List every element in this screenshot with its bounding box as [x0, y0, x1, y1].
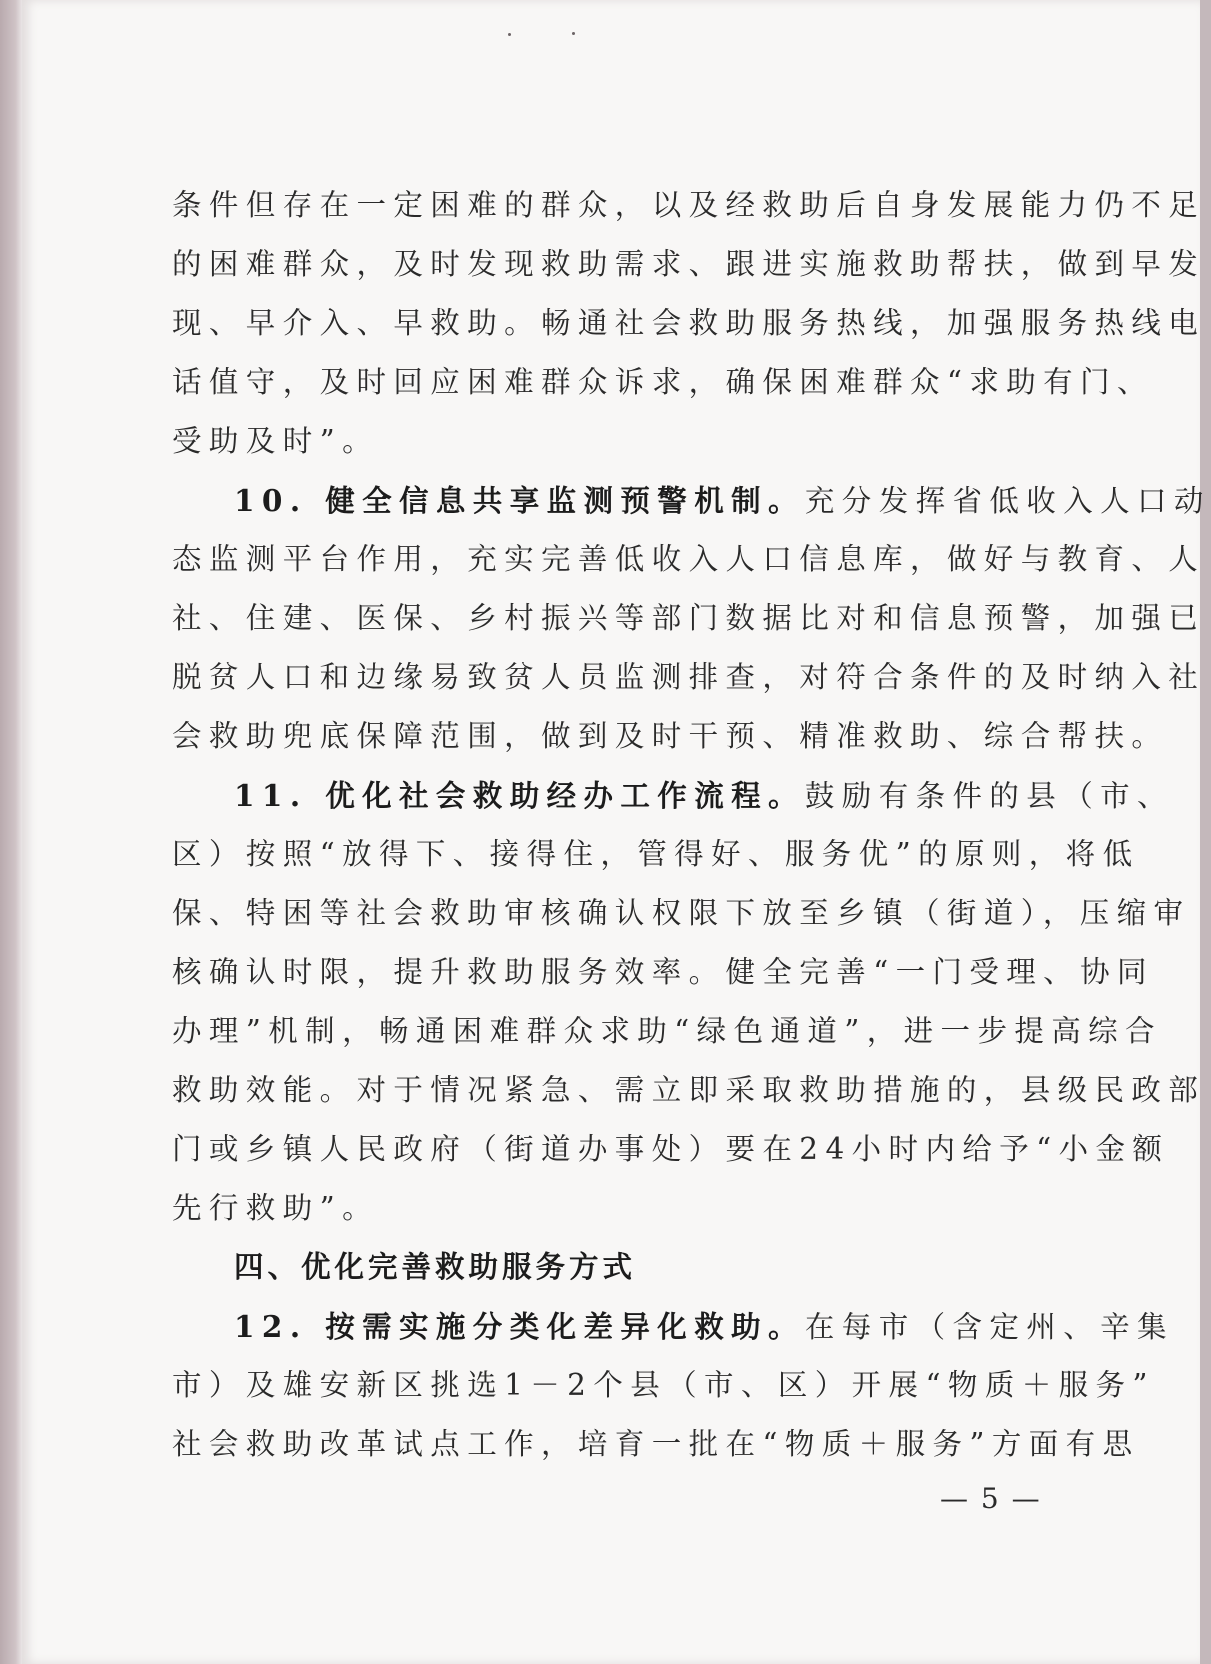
paragraph-line: 办理”机制，畅通困难群众求助“绿色通道”，进一步提高综合	[172, 1014, 1162, 1048]
item-12-lead: 12. 按需实施分类化差异化救助。	[234, 1309, 805, 1344]
page-number: — 5 —	[940, 1482, 1042, 1515]
paragraph-line: 社会救助改革试点工作，培育一批在“物质＋服务”方面有思	[172, 1427, 1140, 1461]
item-10-first-line	[172, 471, 1211, 530]
paragraph-line: 市）及雄安新区挑选1－2个县（市、区）开展“物质＋服务”	[172, 1368, 1155, 1402]
item-12-first-line	[172, 1297, 1174, 1356]
section-heading: 四、优化完善救助服务方式	[234, 1250, 637, 1284]
document-body	[172, 176, 1211, 1474]
scan-left-edge	[0, 0, 22, 1664]
paragraph-line: 救助效能。对于情况紧急、需立即采取救助措施的，县级民政部	[172, 1073, 1206, 1107]
paragraph-line: 会救助兜底保障范围，做到及时干预、精准救助、综合帮扶。	[172, 719, 1169, 753]
scan-speck	[572, 32, 575, 35]
item-11-first-line	[172, 766, 1174, 825]
item-10-text: 充分发挥省低收入人口动	[804, 484, 1211, 518]
item-12-text: 在每市（含定州、辛集	[804, 1310, 1174, 1344]
paragraph-line: 区）按照“放得下、接得住，管得好、服务优”的原则，将低	[172, 837, 1140, 871]
document-page	[22, 0, 1211, 1664]
paragraph-line: 现、早介入、早救助。畅通社会救助服务热线，加强服务热线电	[172, 306, 1206, 340]
item-11-text: 鼓励有条件的县（市、	[804, 779, 1174, 813]
paragraph-line: 先行救助”。	[172, 1191, 379, 1225]
scan-speck	[508, 33, 511, 36]
paragraph-line: 核确认时限，提升救助服务效率。健全完善“一门受理、协同	[172, 955, 1154, 989]
paragraph-line: 话值守，及时回应困难群众诉求，确保困难群众“求助有门、	[172, 365, 1154, 399]
paragraph-line: 保、特困等社会救助审核确认权限下放至乡镇（街道），压缩审	[172, 896, 1191, 930]
paragraph-line: 门或乡镇人民政府（街道办事处）要在24小时内给予“小金额	[172, 1132, 1170, 1166]
paragraph-line: 条件但存在一定困难的群众，以及经救助后自身发展能力仍不足	[172, 188, 1206, 222]
item-10-lead: 10. 健全信息共享监测预警机制。	[234, 483, 805, 518]
paragraph-line: 社、住建、医保、乡村振兴等部门数据比对和信息预警，加强已	[172, 601, 1206, 635]
paragraph-line: 态监测平台作用，充实完善低收入人口信息库，做好与教育、人	[172, 542, 1206, 576]
paragraph-line: 受助及时”。	[172, 424, 379, 458]
paragraph-line: 的困难群众，及时发现救助需求、跟进实施救助帮扶，做到早发	[172, 247, 1206, 281]
item-11-lead: 11. 优化社会救助经办工作流程。	[234, 778, 805, 813]
paragraph-line: 脱贫人口和边缘易致贫人员监测排查，对符合条件的及时纳入社	[172, 660, 1206, 694]
